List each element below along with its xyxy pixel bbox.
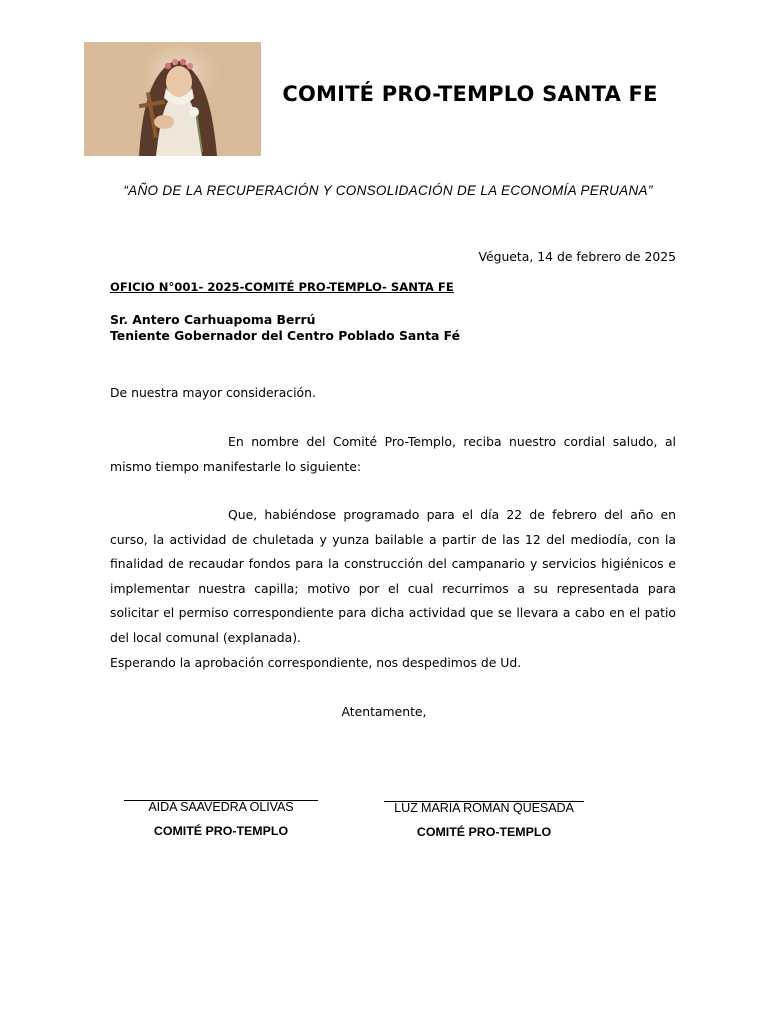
signatory-organization: COMITÉ PRO-TEMPLO	[153, 824, 289, 838]
signatory-organization: COMITÉ PRO-TEMPLO	[416, 825, 552, 839]
letter-reference: OFICIO N°001- 2025-COMITÉ PRO-TEMPLO- SANTA FE	[110, 280, 454, 294]
year-motto: “AÑO DE LA RECUPERACIÓN Y CONSOLIDACIÓN DE LA ECONOMÍA PERUANA”	[123, 183, 653, 198]
recipient-block	[110, 312, 460, 344]
signatory-name: AIDA SAAVEDRA OLIVAS	[148, 800, 294, 814]
signatory-name: LUZ MARIA ROMAN QUESADA	[394, 801, 574, 815]
signature-block-2	[384, 801, 584, 839]
signature-block-1	[124, 800, 318, 838]
committee-title: COMITÉ PRO-TEMPLO SANTA FE	[282, 82, 658, 106]
recipient-name: Sr. Antero Carhuapoma Berrú	[110, 312, 316, 327]
body-paragraph-1: En nombre del Comité Pro-Templo, reciba nuestro cordial saludo, al mismo tiempo manifestarle lo siguiente:	[110, 434, 676, 474]
letter-greeting: De nuestra mayor consideración.	[110, 385, 316, 400]
recipient-title: Teniente Gobernador del Centro Poblado Santa Fé	[110, 328, 461, 343]
closing-line: Esperando la aprobación correspondiente, nos despedimos de Ud.	[110, 655, 522, 670]
saint-portrait-image	[84, 42, 261, 156]
body-paragraph-2: Que, habiéndose programado para el día 22 de febrero del año en curso, la actividad de chuletada y yunza bailable a partir de las 12 del mediodía, con la finalidad de recaudar fondos para la construcción del campanario y servicios higiénicos e implementar nuestra capilla; motivo por el cual recurrimos a su representada para solicitar el permiso correspondiente para dicha actividad que se llevara a cabo en el patio del local comunal (explanada).	[110, 507, 676, 645]
sign-off: Atentamente,	[341, 704, 427, 719]
letter-date: Végueta, 14 de febrero de 2025	[478, 249, 676, 264]
